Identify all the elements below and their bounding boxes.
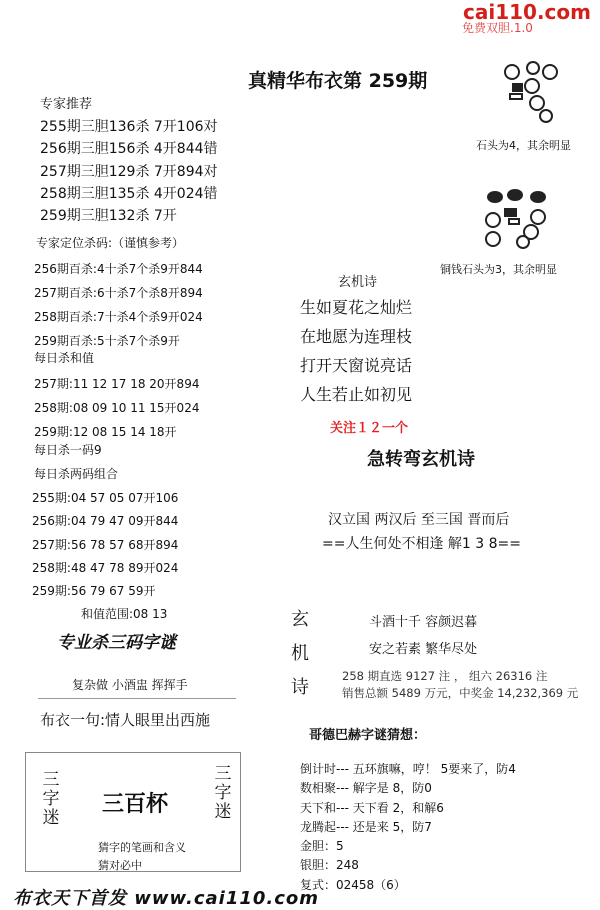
coin-icon xyxy=(486,190,545,248)
pro-kill-sub: 复杂做 小酒盅 挥挥手 xyxy=(72,678,188,692)
daily-sum-line: 259期:12 08 15 14 18开 xyxy=(34,425,177,439)
sales-line: 258 期直选 9127 注 ， 组六 26316 注 xyxy=(342,669,548,683)
riddle-right-char: 迷 xyxy=(214,802,232,822)
poem-line: 人生若止如初见 xyxy=(300,385,413,404)
stone-icon xyxy=(505,62,557,122)
position-kill-heading: 专家定位杀码:（谨慎参考） xyxy=(36,236,185,250)
expert-list xyxy=(40,116,218,227)
poem-line: 打开天窗说亮话 xyxy=(300,356,413,375)
page-title: 真精华布衣第 259期 xyxy=(248,70,428,92)
riddle-left-vertical xyxy=(41,771,61,828)
buyi-saying: 布衣一句:情人眼里出西施 xyxy=(40,711,211,729)
sum-range: 和值范围:08 13 xyxy=(81,607,168,621)
position-kill-line: 257期百杀:6十杀7个杀8开894 xyxy=(34,286,203,300)
xuanji2-vertical xyxy=(289,603,311,705)
xuanji2-line: 斗酒十千 容颜迟暮 xyxy=(369,615,478,630)
daily-sum-line: 257期:11 12 17 18 20开894 xyxy=(34,377,200,391)
riddle-center: 三百杯 xyxy=(102,792,169,817)
vertical-char: 玄 xyxy=(291,609,309,630)
goethe-list xyxy=(300,760,516,895)
expert-line: 255期三胆136杀 7开106对 xyxy=(40,119,218,135)
daily-two-line: 256期:04 79 47 09开844 xyxy=(32,514,179,529)
riddle-left-char: 三 xyxy=(42,770,60,790)
dynasty-line: 汉立国 两汉后 至三国 晋而后 xyxy=(328,512,510,528)
riddle-note: 猜对必中 xyxy=(98,859,142,872)
position-kill-list xyxy=(34,257,203,353)
pro-kill-title: 专业杀三码字谜 xyxy=(57,633,176,653)
expert-line: 259期三胆132杀 7开 xyxy=(40,208,177,225)
solve-line: ==人生何处不相逢 解1 3 8== xyxy=(322,536,521,552)
goethe-line: 银胆：248 xyxy=(300,858,359,873)
expert-heading: 专家推荐 xyxy=(40,97,93,112)
goethe-line: 龙腾起--- 还是来 5，防7 xyxy=(300,819,432,834)
daily-two-line: 259期:56 79 67 59开 xyxy=(32,584,156,599)
riddle-box xyxy=(25,752,241,872)
daily-sum-line: 258期:08 09 10 11 15开024 xyxy=(34,401,200,415)
turn-title: 急转弯玄机诗 xyxy=(367,449,475,470)
footer-banner: 布衣天下首发 www.cai110.com xyxy=(13,888,320,909)
expert-line: 256期三胆156杀 4开844错 xyxy=(40,141,218,158)
vertical-char: 诗 xyxy=(291,677,309,698)
daily-two-line: 257期:56 78 57 68开894 xyxy=(32,537,179,552)
position-kill-line: 259期百杀:5十杀7个杀9开 xyxy=(34,334,180,348)
riddle-right-char: 字 xyxy=(214,783,232,803)
divider xyxy=(38,698,236,699)
coins-caption: 铜钱石头为3，其余明显 xyxy=(440,263,557,276)
stones-picture xyxy=(500,58,570,128)
daily-two-list xyxy=(32,487,178,603)
xuanji2-line: 安之若素 繁华尽处 xyxy=(369,642,478,657)
sales-line: 销售总额 5489 万元，中奖金 14,232,369 元 xyxy=(342,686,579,700)
daily-two-heading: 每日杀两码组合 xyxy=(34,467,119,481)
daily-sum-list xyxy=(34,372,199,444)
position-kill-line: 256期百杀:4十杀7个杀9开844 xyxy=(34,262,203,276)
daily-two-line: 258期:48 47 78 89开024 xyxy=(32,560,179,575)
goethe-line: 倒计时--- 五环旗嘛，哼！ 5要来了，防4 xyxy=(300,762,516,776)
coins-picture xyxy=(483,187,573,257)
riddle-right-vertical xyxy=(213,765,233,822)
xuanji-poem xyxy=(300,293,412,409)
poem-line: 在地愿为连理枝 xyxy=(300,327,413,346)
goethe-line: 金胆：5 xyxy=(300,839,344,854)
riddle-left-char: 字 xyxy=(42,789,60,809)
riddle-left-char: 迷 xyxy=(42,808,60,828)
stones-caption: 石头为4，其余明显 xyxy=(476,139,571,152)
goethe-line: 天下和--- 天下看 2，和解6 xyxy=(300,800,444,815)
goethe-line: 数相聚--- 解字是 8，防0 xyxy=(300,781,432,796)
expert-line: 257期三胆129杀 7开894对 xyxy=(40,163,218,180)
vertical-char: 机 xyxy=(291,643,309,664)
site-watermark: cai110.com xyxy=(463,0,591,24)
goethe-line: 复式：02458（6） xyxy=(300,877,406,892)
expert-line: 258期三胆135杀 4开024错 xyxy=(40,185,218,202)
daily-one-heading: 每日杀一码9 xyxy=(34,443,102,457)
follow-note: 关注１２一个 xyxy=(330,421,409,436)
goethe-heading: 哥德巴赫字谜猜想： xyxy=(309,728,427,743)
free-watermark: 免费双胆.1.0 xyxy=(462,21,533,35)
riddle-note: 猜字的笔画和含义 xyxy=(98,841,186,854)
xuanji-heading: 玄机诗 xyxy=(338,275,378,290)
daily-sum-heading: 每日杀和值 xyxy=(34,351,95,365)
poem-line: 生如夏花之灿烂 xyxy=(300,298,413,317)
riddle-right-char: 三 xyxy=(214,764,232,784)
daily-two-line: 255期:04 57 05 07开106 xyxy=(32,491,179,505)
position-kill-line: 258期百杀:7十杀4个杀9开024 xyxy=(34,310,203,324)
